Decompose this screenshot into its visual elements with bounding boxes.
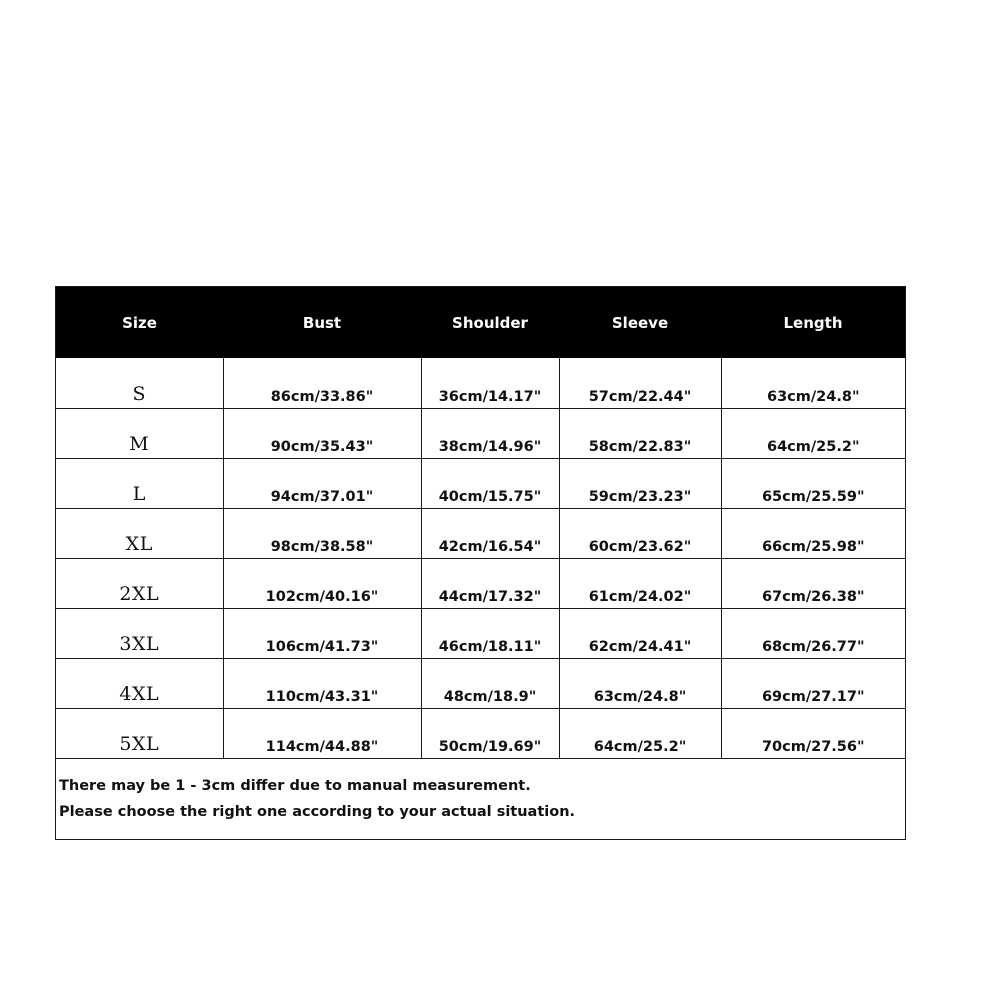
measurement-note: There may be 1 - 3cm differ due to manual measurement. <box>59 777 531 794</box>
sleeve-cell: 57cm/22.44" <box>559 358 721 408</box>
table-row <box>56 558 905 608</box>
sleeve-cell: 58cm/22.83" <box>559 408 721 458</box>
measurement-notes <box>56 759 905 839</box>
shoulder-cell: 42cm/16.54" <box>421 508 559 558</box>
table-row <box>56 358 905 408</box>
selection-note: Please choose the right one according to your actual situation. <box>59 803 576 820</box>
length-cell: 65cm/25.59" <box>721 458 905 508</box>
shoulder-cell: 44cm/17.32" <box>421 558 559 608</box>
sleeve-cell: 59cm/23.23" <box>559 458 721 508</box>
shoulder-cell: 50cm/19.69" <box>421 708 559 758</box>
shoulder-cell: 48cm/18.9" <box>421 658 559 708</box>
bust-cell: 98cm/38.58" <box>223 508 421 558</box>
sleeve-cell: 63cm/24.8" <box>559 658 721 708</box>
size-chart <box>55 286 906 840</box>
size-cell: 5XL <box>56 708 223 758</box>
sleeve-cell: 62cm/24.41" <box>559 608 721 658</box>
size-table <box>56 287 905 759</box>
shoulder-cell: 46cm/18.11" <box>421 608 559 658</box>
length-cell: 67cm/26.38" <box>721 558 905 608</box>
column-header-length: Length <box>721 287 905 358</box>
sleeve-cell: 64cm/25.2" <box>559 708 721 758</box>
size-cell: 2XL <box>56 558 223 608</box>
length-cell: 70cm/27.56" <box>721 708 905 758</box>
bust-cell: 86cm/33.86" <box>223 358 421 408</box>
table-row <box>56 408 905 458</box>
size-cell: M <box>56 408 223 458</box>
shoulder-cell: 36cm/14.17" <box>421 358 559 408</box>
table-header-row <box>56 287 905 358</box>
bust-cell: 106cm/41.73" <box>223 608 421 658</box>
column-header-size: Size <box>56 287 223 358</box>
sleeve-cell: 61cm/24.02" <box>559 558 721 608</box>
shoulder-cell: 40cm/15.75" <box>421 458 559 508</box>
table-row <box>56 708 905 758</box>
bust-cell: 114cm/44.88" <box>223 708 421 758</box>
size-cell: 4XL <box>56 658 223 708</box>
column-header-shoulder: Shoulder <box>421 287 559 358</box>
column-header-sleeve: Sleeve <box>559 287 721 358</box>
length-cell: 66cm/25.98" <box>721 508 905 558</box>
length-cell: 64cm/25.2" <box>721 408 905 458</box>
sleeve-cell: 60cm/23.62" <box>559 508 721 558</box>
size-cell: XL <box>56 508 223 558</box>
bust-cell: 110cm/43.31" <box>223 658 421 708</box>
length-cell: 69cm/27.17" <box>721 658 905 708</box>
column-header-bust: Bust <box>223 287 421 358</box>
table-row <box>56 608 905 658</box>
length-cell: 68cm/26.77" <box>721 608 905 658</box>
size-cell: L <box>56 458 223 508</box>
bust-cell: 94cm/37.01" <box>223 458 421 508</box>
bust-cell: 90cm/35.43" <box>223 408 421 458</box>
table-row <box>56 508 905 558</box>
size-cell: S <box>56 358 223 408</box>
size-cell: 3XL <box>56 608 223 658</box>
table-row <box>56 458 905 508</box>
table-row <box>56 658 905 708</box>
shoulder-cell: 38cm/14.96" <box>421 408 559 458</box>
length-cell: 63cm/24.8" <box>721 358 905 408</box>
bust-cell: 102cm/40.16" <box>223 558 421 608</box>
